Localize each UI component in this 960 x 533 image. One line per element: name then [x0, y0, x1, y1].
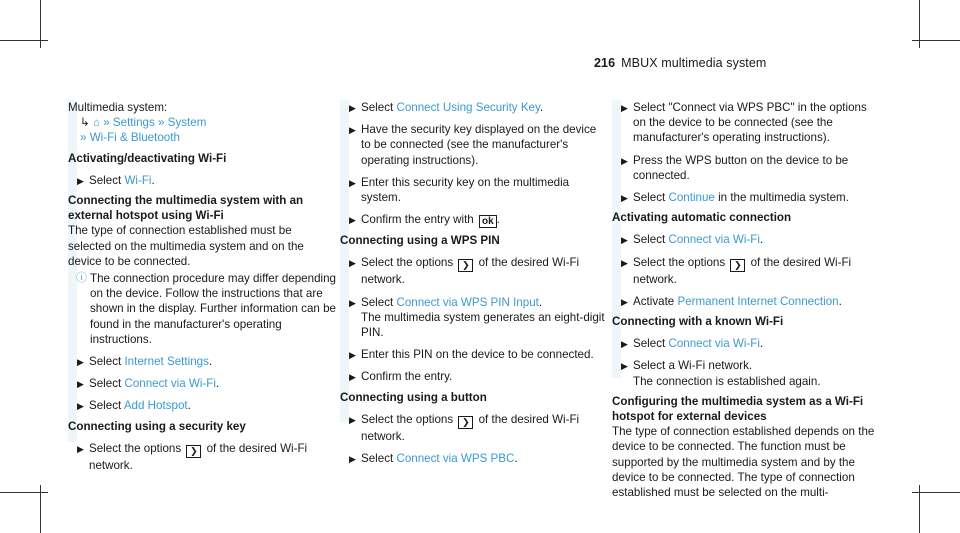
step-arrow-icon: ▶ — [621, 193, 628, 204]
step: ▶ Select the options ❯ of the desired Wi-Fi network. — [349, 412, 580, 443]
step: ▶ Select Connect via Wi-Fi. — [68, 376, 336, 391]
step-arrow-icon: ▶ — [77, 357, 84, 368]
column-3 — [612, 100, 880, 500]
page-header — [594, 56, 766, 70]
link: Wi-Fi — [124, 173, 152, 187]
step: ▶ Select Continue in the multimedia system. — [612, 190, 880, 205]
nav-arrow-icon: ↳ — [80, 116, 90, 130]
step-arrow-icon: ▶ — [77, 443, 84, 454]
step: ▶ Press the WPS button on the device to be connected. — [621, 153, 849, 182]
link: Internet Settings — [124, 355, 209, 369]
step: ▶ Select a Wi-Fi network. The connection is established again. — [621, 359, 821, 388]
step: ▶ Select the options ❯ of the desired Wi-Fi network. — [621, 255, 852, 286]
step-arrow-icon: ▶ — [621, 235, 628, 246]
step-arrow-icon: ▶ — [621, 339, 628, 350]
step: ▶ Confirm the entry with ok . — [349, 213, 500, 228]
step: ▶ Select Wi-Fi. — [68, 173, 336, 188]
step-arrow-icon: ▶ — [349, 258, 356, 269]
link: Connect via WPS PBC — [396, 452, 515, 466]
info-icon: ⓘ — [76, 272, 87, 285]
step-arrow-icon: ▶ — [621, 257, 628, 268]
crop-mark — [0, 492, 48, 493]
step-arrow-icon: ▶ — [621, 296, 628, 307]
step: ▶ Select Connect via WPS PBC. — [340, 451, 608, 466]
link: Connect via Wi-Fi — [668, 233, 760, 247]
step: ▶ Activate Permanent Internet Connection. — [612, 294, 880, 309]
step-arrow-icon: ▶ — [349, 350, 356, 361]
column-1 — [68, 100, 336, 473]
page-number: 216 — [594, 56, 616, 70]
link: Connect via Wi-Fi — [124, 377, 216, 391]
result-text: The multimedia system generates an eight-digit PIN. — [361, 310, 605, 340]
body-text: The type of connection established depends on the device to be connected. The function must be supported by the multimedia system and by the device to be connected. The type of connection established must be selected on the multi- — [612, 425, 875, 500]
step: ▶ Select Connect via WPS PIN Input. The multimedia system generates an eight-digit PIN. — [349, 295, 605, 340]
step-arrow-icon: ▶ — [77, 379, 84, 390]
crop-mark — [912, 492, 960, 493]
nav-wifi-bluetooth: Wi-Fi & Bluetooth — [89, 131, 180, 145]
nav-path-2 — [68, 130, 336, 145]
options-icon: ❯ — [730, 259, 745, 272]
heading-activate: Activating/deactivating Wi-Fi — [68, 151, 227, 165]
link: Add Hotspot — [123, 399, 188, 413]
step-arrow-icon: ▶ — [77, 175, 84, 186]
chevron-icon: » — [103, 116, 110, 130]
step-arrow-icon: ▶ — [349, 215, 356, 226]
heading-connect: Connecting the multimedia system with an external hotspot using Wi-Fi — [68, 194, 304, 223]
step-arrow-icon: ▶ — [77, 401, 84, 412]
step-arrow-icon: ▶ — [349, 372, 356, 383]
nav-settings: Settings — [112, 116, 155, 130]
heading-config: Configuring the multimedia system as a Wi-Fi hotspot for external devices — [612, 394, 864, 424]
step-arrow-icon: ▶ — [349, 177, 356, 188]
heading-auto: Activating automatic connection — [612, 211, 792, 225]
options-icon: ❯ — [186, 445, 201, 458]
crop-mark — [912, 40, 960, 41]
heading-known: Connecting with a known Wi-Fi — [612, 315, 784, 329]
step: ▶ Select Connect Using Security Key. — [340, 100, 608, 115]
link: Connect via WPS PIN Input — [396, 295, 539, 309]
options-icon: ❯ — [458, 259, 473, 272]
body-text: The type of connection established must be selected on the multimedia system and on the device to be connected. — [68, 224, 304, 268]
nav-system: System — [167, 116, 207, 130]
chevron-icon: » — [80, 131, 87, 145]
link: Continue — [668, 191, 715, 205]
page-title: MBUX multimedia system — [621, 56, 767, 70]
home-icon: ⌂ — [92, 116, 100, 130]
step: ▶ Confirm the entry. — [340, 369, 608, 384]
step: ▶ Enter this PIN on the device to be connected. — [340, 347, 608, 362]
step: ▶ Select Connect via Wi-Fi. — [612, 336, 880, 351]
nav-path — [68, 115, 336, 130]
step-arrow-icon: ▶ — [349, 103, 356, 113]
ok-icon: ok — [479, 215, 497, 228]
step: ▶ Enter this security key on the multimedia system. — [349, 175, 570, 205]
step-arrow-icon: ▶ — [349, 125, 356, 136]
link: Connect via Wi-Fi — [668, 337, 760, 351]
step: ▶ Select Connect via Wi-Fi. — [612, 232, 880, 247]
heading-button: Connecting using a button — [340, 390, 487, 404]
heading-key: Connecting using a security key — [68, 419, 246, 433]
step-arrow-icon: ▶ — [349, 297, 356, 308]
heading-pin: Connecting using a WPS PIN — [340, 234, 500, 248]
step-arrow-icon: ▶ — [349, 414, 356, 425]
step: ▶ Select the options ❯ of the desired Wi-Fi network. — [77, 441, 308, 472]
result-text: The connection is established again. — [633, 374, 821, 388]
options-icon: ❯ — [458, 416, 473, 429]
step-arrow-icon: ▶ — [621, 361, 628, 372]
note: ⓘ The connection procedure may differ depending on the device. Follow the instructions that are shown in the display. Further information can be found in the manufacturer's operating instructions. — [76, 272, 336, 346]
step: ▶ Select Add Hotspot. — [68, 398, 336, 413]
link: Connect Using Security Key — [396, 101, 540, 114]
step-arrow-icon: ▶ — [621, 103, 628, 113]
crop-mark — [0, 40, 48, 41]
link: Permanent Internet Connection — [677, 294, 839, 308]
chevron-icon: » — [158, 116, 165, 130]
step-arrow-icon: ▶ — [621, 155, 628, 166]
step-arrow-icon: ▶ — [349, 454, 356, 465]
column-2 — [340, 100, 608, 466]
intro-text: Multimedia system: — [68, 101, 168, 114]
step: ▶ Select Internet Settings. — [68, 354, 336, 369]
step: ▶ Select the options ❯ of the desired Wi-Fi network. — [349, 256, 580, 287]
step: ▶ Have the security key displayed on the device to be connected (see the manufacturer's operating instructions). — [349, 123, 597, 167]
step: ▶ Select "Connect via WPS PBC" in the options on the device to be connected (see the manufacturer's operating instructions). — [621, 101, 867, 145]
